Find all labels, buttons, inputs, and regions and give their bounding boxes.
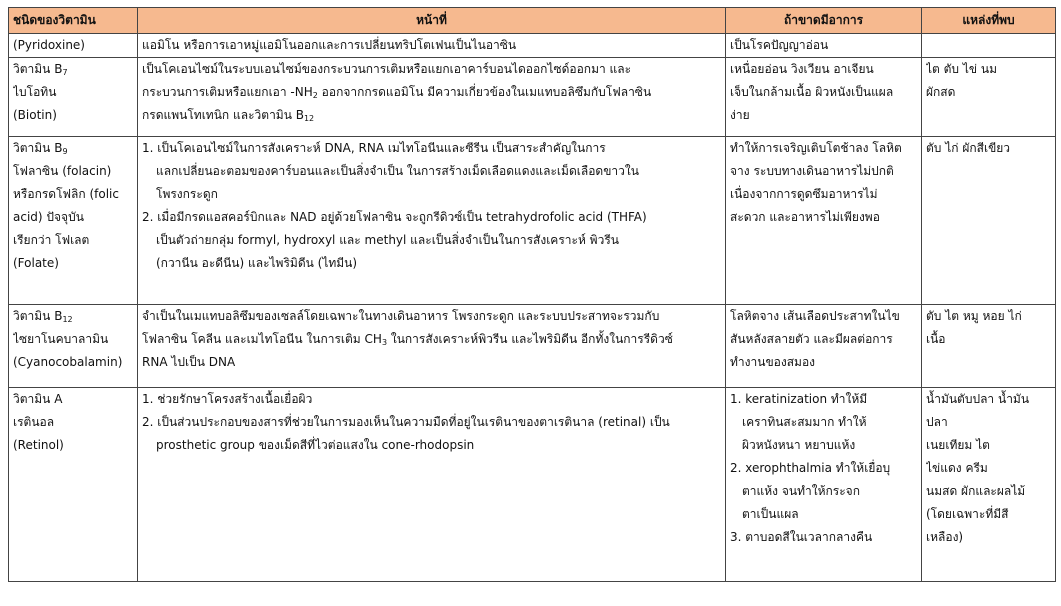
vitamin-subscript: 12 [62, 315, 73, 324]
source-line: นมสด ผักและผลไม้ [926, 484, 1026, 498]
cell-function [138, 388, 726, 582]
function-subscript: 3 [381, 338, 388, 347]
vitamin-name-line: ไซยาโนคบาลามิน [13, 332, 109, 346]
deficiency-line: ทำงานของสมอง [730, 355, 816, 369]
deficiency-line: เคราทินสะสมมาก ทำให้ [742, 415, 867, 429]
source-line: เหลือง) [926, 530, 964, 544]
table-row [9, 305, 1056, 388]
deficiency-line: เจ็บในกล้ามเนื้อ ผิวหนังเป็นแผล [730, 85, 894, 99]
cell-function [138, 305, 726, 388]
vitamin-subscript: 7 [62, 68, 68, 77]
function-line: 2. เป็นส่วนประกอบของสารที่ช่วยในการมองเห็นในความมืดที่อยู่ในเรตินาของตาเรตินาล (retinal) เป็น [142, 415, 670, 429]
header-function: หน้าที่ [138, 8, 726, 34]
vitamin-name-line: (Folate) [13, 256, 59, 270]
deficiency-line: ทำให้การเจริญเติบโตช้าลง โลหิต [730, 141, 902, 155]
cell-function [138, 58, 726, 137]
deficiency-line: เป็นโรคปัญญาอ่อน [730, 38, 829, 52]
function-text: ออกจากกรดแอมิโน มีความเกี่ยวข้องในเมแทบอลิซึมกับโฟลาซิน [317, 85, 652, 99]
header-vitamin-type: ชนิดของวิตามิน [9, 8, 138, 34]
function-line: (กวานีน อะดีนีน) และไพริมิดีน (ไทมีน) [156, 256, 358, 270]
function-line: RNA ไปเป็น DNA [142, 355, 236, 369]
function-line [142, 328, 721, 351]
table-row [9, 34, 1056, 58]
function-line: 1. ช่วยรักษาโครงสร้างเนื้อเยื่อผิว [142, 392, 313, 406]
cell-source [922, 34, 1056, 58]
function-line: โพรงกระดูก [156, 187, 218, 201]
function-line: 2. เมื่อมีกรดแอสคอร์บิกและ NAD อยู่ด้วยโฟลาซิน จะถูกรีดิวซ์เป็น tetrahydrofolic acid (THFA) [142, 210, 647, 224]
function-line: 1. เป็นโคเอนไซม์ในการสังเคราะห์ DNA, RNA เมไทโอนีนและซีรีน เป็นสาระสำคัญในการ [142, 141, 606, 155]
function-text: กระบวนการเติมหรือแยกเอา -NH [142, 85, 313, 99]
cell-deficiency [726, 34, 922, 58]
deficiency-line: โลหิตจาง เส้นเลือดประสาทในไข [730, 309, 900, 323]
function-text: ในการสังเคราะห์พิวรีน และไพริมิดีน อีกทั้งในการรีดิวซ์ [387, 332, 673, 346]
vitamin-name-line: (Pyridoxine) [13, 38, 85, 52]
vitamin-name-line: ไบโอทิน [13, 85, 57, 99]
deficiency-line: 1. keratinization ทำให้มี [730, 392, 868, 406]
vitamin-label [13, 137, 133, 160]
cell-function [138, 137, 726, 305]
vitamin-label-text: วิตามิน B [13, 141, 63, 155]
cell-deficiency [726, 388, 922, 582]
vitamin-name-line: (Biotin) [13, 108, 57, 122]
cell-deficiency [726, 305, 922, 388]
header-deficiency: ถ้าขาดมีอาการ [726, 8, 922, 34]
deficiency-line: สันหลังสลายตัว และมีผลต่อการ [730, 332, 893, 346]
source-line: ตับ ไก่ ผักสีเขียว [926, 141, 1011, 155]
source-line: เนื้อ [926, 332, 946, 346]
vitamin-label-text: วิตามิน B [13, 309, 63, 323]
source-line: ปลา [926, 415, 948, 429]
cell-vitamin [9, 58, 138, 137]
vitamin-label [13, 305, 133, 328]
function-line: prosthetic group ของเม็ดสีที่ไวต่อแสงใน cone-rhodopsin [156, 438, 475, 452]
source-line: (โดยเฉพาะที่มีสี [926, 507, 1009, 521]
cell-source [922, 305, 1056, 388]
function-subscript: 2 [312, 91, 318, 100]
deficiency-line: 2. xerophthalmia ทำให้เยื่อบุ [730, 461, 891, 475]
table-row [9, 137, 1056, 305]
function-line: จำเป็นในเมแทบอลิซึมของเซลล์โดยเฉพาะในทางเดินอาหาร โพรงกระดูก และระบบประสาทจะรวมกับ [142, 309, 660, 323]
cell-vitamin [9, 305, 138, 388]
source-line: น้ำมันตับปลา น้ำมัน [926, 392, 1030, 406]
deficiency-line: จาง ระบบทางเดินอาหารไม่ปกติ [730, 164, 894, 178]
deficiency-line: ผิวหนังหนา หยาบแห้ง [742, 438, 856, 452]
vitamin-label [13, 58, 133, 81]
cell-vitamin [9, 34, 138, 58]
cell-function [138, 34, 726, 58]
vitamin-label: วิตามิน A [13, 392, 63, 406]
function-subscript: 12 [303, 114, 315, 123]
cell-vitamin [9, 388, 138, 582]
cell-deficiency [726, 58, 922, 137]
function-line: แลกเปลี่ยนอะตอมของคาร์บอนและเป็นสิ่งจำเป็น ในการสร้างเม็ดเลือดแดงและเม็ดเลือดขาวใน [156, 164, 639, 178]
vitamin-name-line: (Cyanocobalamin) [13, 355, 123, 369]
deficiency-line: เหนื่อยอ่อน วิงเวียน อาเจียน [730, 62, 874, 76]
source-line: เนยเทียม ไต [926, 438, 990, 452]
cell-source [922, 58, 1056, 137]
vitamin-name-line: หรือกรดโฟลิก (folic [13, 187, 119, 201]
table-wrapper [8, 7, 1055, 582]
function-text: กรดแพนโทเทนิก และวิตามิน B [142, 108, 304, 122]
source-line: ผักสด [926, 85, 956, 99]
deficiency-line: ตาเป็นแผล [742, 507, 799, 521]
function-line: เป็นโคเอนไซม์ในระบบเอนไซม์ของกระบวนการเติมหรือแยกเอาคาร์บอนไดออกไซด์ออกมา และ [142, 62, 632, 76]
function-line [142, 81, 721, 104]
function-line: เป็นตัวถ่ายกลุ่ม formyl, hydroxyl และ methyl และเป็นสิ่งจำเป็นในการสังเคราะห์ พิวรีน [156, 233, 619, 247]
cell-source [922, 388, 1056, 582]
source-line: ไข่แดง ครีม [926, 461, 988, 475]
vitamin-name-line: acid) ปัจจุบัน [13, 210, 84, 224]
function-text: โฟลาซิน โคลีน และเมไทโอนีน ในการเติม CH [142, 332, 382, 346]
header-row [9, 8, 1056, 34]
vitamin-name-line: โฟลาซิน (folacin) [13, 164, 112, 178]
source-line: ตับ ไต หมู หอย ไก่ [926, 309, 1022, 323]
deficiency-line: ตาแห้ง จนทำให้กระจก [742, 484, 860, 498]
deficiency-line: สะดวก และอาหารไม่เพียงพอ [730, 210, 880, 224]
vitamin-subscript: 9 [62, 147, 68, 156]
cell-vitamin [9, 137, 138, 305]
table-row [9, 58, 1056, 137]
function-line: แอมิโน หรือการเอาหมู่แอมิโนออกและการเปลี่ยนทริปโตเฟนเป็นไนอาซิน [142, 38, 517, 52]
deficiency-line: ง่าย [730, 108, 750, 122]
deficiency-line: เนื่องจากการดูดซึมอาหารไม่ [730, 187, 878, 201]
vitamin-name-line: เรตินอล [13, 415, 55, 429]
deficiency-line: 3. ตาบอดสีในเวลากลางคืน [730, 530, 873, 544]
vitamin-label-text: วิตามิน B [13, 62, 63, 76]
vitamin-name-line: เรียกว่า โฟเลต [13, 233, 90, 247]
header-source: แหล่งที่พบ [922, 8, 1056, 34]
vitamin-table [8, 7, 1056, 582]
cell-deficiency [726, 137, 922, 305]
table-row [9, 388, 1056, 582]
cell-source [922, 137, 1056, 305]
function-line [142, 104, 721, 127]
source-line: ไต ตับ ไข่ นม [926, 62, 998, 76]
vitamin-name-line: (Retinol) [13, 438, 64, 452]
